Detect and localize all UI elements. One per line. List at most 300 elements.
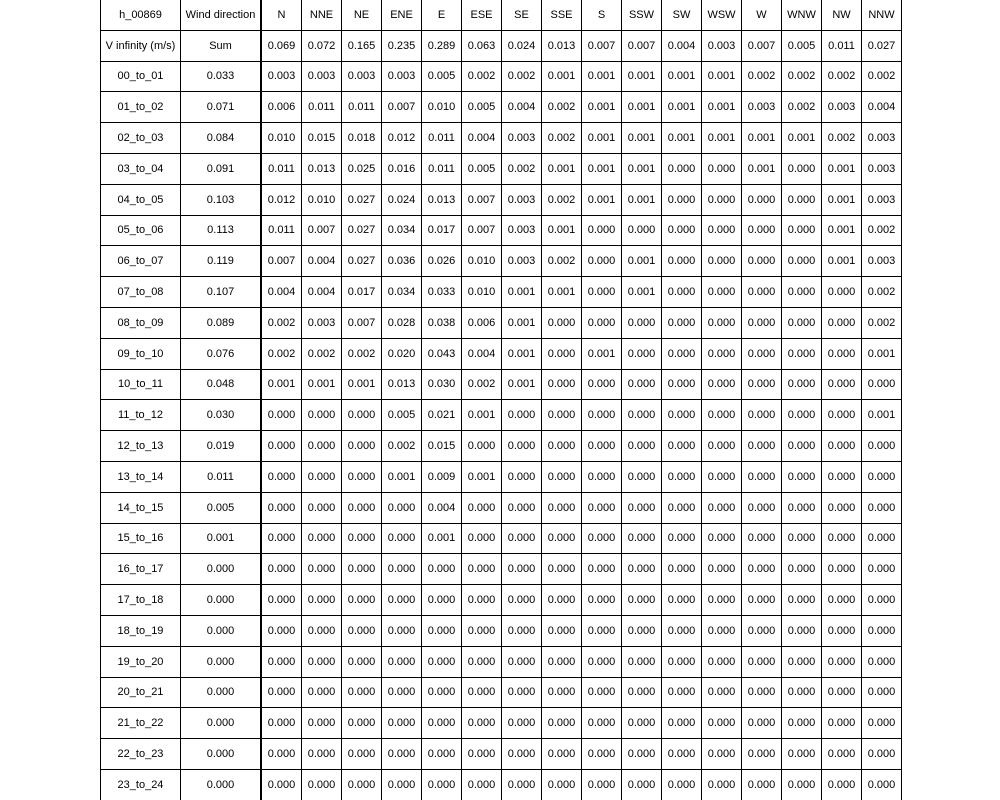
- table-cell: 0.000: [302, 554, 342, 585]
- table-cell: 0.000: [742, 277, 782, 308]
- table-cell: 0.000: [702, 523, 742, 554]
- direction-header-sw: SW: [662, 0, 702, 30]
- table-cell: 0.000: [822, 769, 862, 799]
- table-cell: 0.000: [782, 461, 822, 492]
- table-cell: 0.000: [782, 153, 822, 184]
- sum-value-sse: 0.013: [542, 30, 582, 61]
- table-cell: 0.010: [422, 92, 462, 123]
- table-cell: 0.000: [862, 708, 902, 739]
- table-cell: 0.000: [622, 554, 662, 585]
- table-cell: 0.000: [702, 461, 742, 492]
- table-cell: 0.012: [261, 184, 302, 215]
- row-sum: 0.000: [181, 646, 262, 677]
- table-cell: 0.000: [782, 646, 822, 677]
- table-cell: 0.000: [582, 739, 622, 770]
- sum-value-e: 0.289: [422, 30, 462, 61]
- table-cell: 0.000: [342, 585, 382, 616]
- table-cell: 0.013: [382, 369, 422, 400]
- sum-value-ne: 0.165: [342, 30, 382, 61]
- table-cell: 0.004: [462, 123, 502, 154]
- sum-value-nne: 0.072: [302, 30, 342, 61]
- table-cell: 0.002: [742, 61, 782, 92]
- table-cell: 0.000: [502, 431, 542, 462]
- table-cell: 0.000: [742, 400, 782, 431]
- table-cell: 0.000: [502, 523, 542, 554]
- table-cell: 0.033: [422, 277, 462, 308]
- table-cell: 0.001: [622, 277, 662, 308]
- table-cell: 0.001: [542, 153, 582, 184]
- table-cell: 0.000: [782, 338, 822, 369]
- speed-bin-label: 23_to_24: [101, 769, 181, 799]
- table-cell: 0.000: [862, 646, 902, 677]
- table-cell: 0.002: [542, 92, 582, 123]
- table-cell: 0.002: [502, 61, 542, 92]
- sum-value-n: 0.069: [261, 30, 302, 61]
- table-cell: 0.000: [542, 400, 582, 431]
- table-cell: 0.000: [662, 769, 702, 799]
- table-cell: 0.026: [422, 246, 462, 277]
- table-cell: 0.000: [622, 523, 662, 554]
- table-cell: 0.000: [542, 461, 582, 492]
- table-cell: 0.000: [622, 461, 662, 492]
- table-cell: 0.002: [342, 338, 382, 369]
- direction-label: Wind direction: [181, 0, 262, 30]
- table-cell: 0.000: [662, 554, 702, 585]
- header-row: [101, 0, 902, 30]
- table-cell: 0.000: [742, 215, 782, 246]
- row-sum: 0.000: [181, 677, 262, 708]
- row-sum: 0.030: [181, 400, 262, 431]
- table-cell: 0.000: [822, 615, 862, 646]
- table-cell: 0.000: [622, 400, 662, 431]
- table-cell: 0.027: [342, 246, 382, 277]
- table-cell: 0.001: [542, 61, 582, 92]
- table-cell: 0.000: [782, 492, 822, 523]
- table-cell: 0.000: [662, 523, 702, 554]
- table-cell: 0.003: [502, 215, 542, 246]
- table-cell: 0.004: [422, 492, 462, 523]
- row-sum: 0.005: [181, 492, 262, 523]
- table-row: [101, 153, 902, 184]
- table-cell: 0.000: [422, 708, 462, 739]
- table-cell: 0.000: [622, 307, 662, 338]
- row-sum: 0.001: [181, 523, 262, 554]
- table-cell: 0.000: [582, 400, 622, 431]
- table-row: [101, 523, 902, 554]
- table-cell: 0.000: [662, 307, 702, 338]
- table-cell: 0.000: [702, 431, 742, 462]
- table-cell: 0.000: [622, 492, 662, 523]
- table-cell: 0.001: [822, 246, 862, 277]
- table-cell: 0.000: [662, 615, 702, 646]
- table-cell: 0.000: [782, 739, 822, 770]
- table-cell: 0.000: [302, 585, 342, 616]
- table-cell: 0.000: [702, 646, 742, 677]
- table-cell: 0.000: [782, 277, 822, 308]
- table-cell: 0.002: [462, 369, 502, 400]
- table-cell: 0.003: [742, 92, 782, 123]
- table-cell: 0.000: [702, 307, 742, 338]
- table-cell: 0.000: [302, 708, 342, 739]
- table-cell: 0.001: [782, 123, 822, 154]
- row-sum: 0.113: [181, 215, 262, 246]
- table-cell: 0.000: [582, 677, 622, 708]
- table-cell: 0.000: [582, 554, 622, 585]
- table-cell: 0.000: [502, 677, 542, 708]
- table-cell: 0.000: [822, 585, 862, 616]
- table-cell: 0.000: [382, 677, 422, 708]
- sum-value-wsw: 0.003: [702, 30, 742, 61]
- row-sum: 0.071: [181, 92, 262, 123]
- table-cell: 0.000: [382, 492, 422, 523]
- table-cell: 0.011: [342, 92, 382, 123]
- wind-table-body: [101, 0, 902, 800]
- sum-value-nnw: 0.027: [862, 30, 902, 61]
- table-cell: 0.000: [742, 585, 782, 616]
- table-cell: 0.002: [302, 338, 342, 369]
- table-cell: 0.000: [462, 646, 502, 677]
- table-row: [101, 431, 902, 462]
- speed-bin-label: 05_to_06: [101, 215, 181, 246]
- table-cell: 0.000: [302, 677, 342, 708]
- table-cell: 0.000: [261, 615, 302, 646]
- table-cell: 0.007: [302, 215, 342, 246]
- row-sum: 0.033: [181, 61, 262, 92]
- table-cell: 0.000: [302, 523, 342, 554]
- table-cell: 0.000: [302, 739, 342, 770]
- table-cell: 0.001: [582, 338, 622, 369]
- table-cell: 0.003: [382, 61, 422, 92]
- row-sum: 0.000: [181, 739, 262, 770]
- table-cell: 0.000: [582, 615, 622, 646]
- table-cell: 0.000: [862, 615, 902, 646]
- table-row: [101, 307, 902, 338]
- table-cell: 0.003: [862, 153, 902, 184]
- table-cell: 0.000: [822, 338, 862, 369]
- table-cell: 0.000: [302, 400, 342, 431]
- direction-header-nnw: NNW: [862, 0, 902, 30]
- table-cell: 0.001: [422, 523, 462, 554]
- table-cell: 0.000: [742, 307, 782, 338]
- table-cell: 0.002: [862, 307, 902, 338]
- direction-header-sse: SSE: [542, 0, 582, 30]
- table-row: [101, 461, 902, 492]
- table-cell: 0.000: [302, 769, 342, 799]
- table-cell: 0.000: [422, 646, 462, 677]
- table-cell: 0.027: [342, 184, 382, 215]
- row-sum: 0.089: [181, 307, 262, 338]
- table-cell: 0.007: [342, 307, 382, 338]
- table-cell: 0.000: [462, 492, 502, 523]
- direction-header-s: S: [582, 0, 622, 30]
- table-cell: 0.000: [342, 431, 382, 462]
- table-cell: 0.000: [702, 585, 742, 616]
- speed-bin-label: 02_to_03: [101, 123, 181, 154]
- table-cell: 0.000: [622, 646, 662, 677]
- table-cell: 0.000: [582, 431, 622, 462]
- table-cell: 0.034: [382, 277, 422, 308]
- table-row: [101, 554, 902, 585]
- table-row: [101, 769, 902, 799]
- table-cell: 0.001: [862, 338, 902, 369]
- table-cell: 0.000: [382, 708, 422, 739]
- table-cell: 0.001: [702, 92, 742, 123]
- table-cell: 0.007: [462, 184, 502, 215]
- row-sum: 0.119: [181, 246, 262, 277]
- table-cell: 0.001: [302, 369, 342, 400]
- row-sum: 0.084: [181, 123, 262, 154]
- table-cell: 0.001: [342, 369, 382, 400]
- direction-header-ssw: SSW: [622, 0, 662, 30]
- table-cell: 0.003: [502, 184, 542, 215]
- table-cell: 0.011: [261, 153, 302, 184]
- table-cell: 0.000: [662, 246, 702, 277]
- table-cell: 0.000: [422, 554, 462, 585]
- table-cell: 0.003: [862, 123, 902, 154]
- table-cell: 0.001: [542, 277, 582, 308]
- table-cell: 0.000: [702, 554, 742, 585]
- table-cell: 0.000: [702, 277, 742, 308]
- sum-row: [101, 30, 902, 61]
- table-cell: 0.001: [382, 461, 422, 492]
- table-row: [101, 277, 902, 308]
- table-cell: 0.000: [382, 554, 422, 585]
- table-cell: 0.000: [382, 523, 422, 554]
- table-cell: 0.003: [502, 246, 542, 277]
- table-cell: 0.000: [742, 554, 782, 585]
- table-cell: 0.000: [702, 492, 742, 523]
- direction-header-nne: NNE: [302, 0, 342, 30]
- table-cell: 0.000: [542, 338, 582, 369]
- table-cell: 0.007: [462, 215, 502, 246]
- table-cell: 0.000: [782, 369, 822, 400]
- table-cell: 0.004: [862, 92, 902, 123]
- table-cell: 0.000: [342, 554, 382, 585]
- table-cell: 0.011: [261, 215, 302, 246]
- row-sum: 0.000: [181, 769, 262, 799]
- table-cell: 0.000: [742, 431, 782, 462]
- table-cell: 0.000: [742, 646, 782, 677]
- table-cell: 0.000: [822, 677, 862, 708]
- table-cell: 0.000: [742, 769, 782, 799]
- table-cell: 0.000: [502, 492, 542, 523]
- table-cell: 0.000: [662, 338, 702, 369]
- table-cell: 0.000: [261, 431, 302, 462]
- sum-value-wnw: 0.005: [782, 30, 822, 61]
- table-cell: 0.000: [662, 708, 702, 739]
- table-cell: 0.001: [622, 246, 662, 277]
- table-cell: 0.000: [502, 615, 542, 646]
- row-sum: 0.091: [181, 153, 262, 184]
- table-cell: 0.003: [822, 92, 862, 123]
- speed-bin-label: 01_to_02: [101, 92, 181, 123]
- sum-value-w: 0.007: [742, 30, 782, 61]
- table-cell: 0.001: [462, 400, 502, 431]
- table-cell: 0.002: [542, 246, 582, 277]
- table-cell: 0.000: [422, 769, 462, 799]
- direction-header-wnw: WNW: [782, 0, 822, 30]
- table-cell: 0.000: [742, 184, 782, 215]
- table-cell: 0.001: [502, 338, 542, 369]
- table-cell: 0.000: [302, 461, 342, 492]
- table-cell: 0.007: [382, 92, 422, 123]
- table-cell: 0.000: [622, 585, 662, 616]
- direction-header-ese: ESE: [462, 0, 502, 30]
- table-cell: 0.000: [542, 307, 582, 338]
- table-cell: 0.000: [422, 615, 462, 646]
- table-cell: 0.000: [542, 769, 582, 799]
- table-cell: 0.001: [822, 184, 862, 215]
- table-cell: 0.000: [582, 246, 622, 277]
- table-row: [101, 215, 902, 246]
- table-cell: 0.002: [862, 61, 902, 92]
- table-cell: 0.018: [342, 123, 382, 154]
- table-cell: 0.000: [782, 523, 822, 554]
- table-cell: 0.000: [702, 215, 742, 246]
- table-cell: 0.000: [582, 708, 622, 739]
- direction-header-n: N: [261, 0, 302, 30]
- table-cell: 0.000: [662, 585, 702, 616]
- row-sum: 0.103: [181, 184, 262, 215]
- table-cell: 0.000: [622, 615, 662, 646]
- table-cell: 0.000: [542, 739, 582, 770]
- table-cell: 0.002: [782, 61, 822, 92]
- table-cell: 0.001: [862, 400, 902, 431]
- direction-header-nw: NW: [822, 0, 862, 30]
- table-cell: 0.010: [462, 246, 502, 277]
- table-cell: 0.001: [502, 369, 542, 400]
- table-cell: 0.000: [862, 585, 902, 616]
- table-cell: 0.000: [782, 400, 822, 431]
- table-cell: 0.000: [782, 585, 822, 616]
- table-row: [101, 585, 902, 616]
- table-cell: 0.010: [462, 277, 502, 308]
- direction-header-wsw: WSW: [702, 0, 742, 30]
- speed-bin-label: 21_to_22: [101, 708, 181, 739]
- table-cell: 0.000: [502, 769, 542, 799]
- table-cell: 0.000: [622, 769, 662, 799]
- table-cell: 0.001: [822, 153, 862, 184]
- table-cell: 0.000: [582, 215, 622, 246]
- table-cell: 0.043: [422, 338, 462, 369]
- table-cell: 0.004: [502, 92, 542, 123]
- table-cell: 0.000: [702, 246, 742, 277]
- table-cell: 0.011: [302, 92, 342, 123]
- table-cell: 0.000: [782, 431, 822, 462]
- table-cell: 0.000: [702, 153, 742, 184]
- table-cell: 0.000: [662, 646, 702, 677]
- table-cell: 0.001: [502, 307, 542, 338]
- speed-bin-label: 18_to_19: [101, 615, 181, 646]
- table-cell: 0.004: [302, 277, 342, 308]
- table-cell: 0.003: [342, 61, 382, 92]
- table-row: [101, 184, 902, 215]
- direction-header-se: SE: [502, 0, 542, 30]
- table-cell: 0.001: [622, 153, 662, 184]
- table-cell: 0.000: [342, 400, 382, 431]
- table-row: [101, 369, 902, 400]
- speed-bin-label: 13_to_14: [101, 461, 181, 492]
- table-row: [101, 677, 902, 708]
- table-cell: 0.010: [261, 123, 302, 154]
- table-cell: 0.000: [702, 184, 742, 215]
- table-cell: 0.000: [662, 431, 702, 462]
- table-cell: 0.000: [742, 338, 782, 369]
- table-cell: 0.001: [742, 153, 782, 184]
- table-cell: 0.002: [261, 307, 302, 338]
- table-cell: 0.001: [742, 123, 782, 154]
- table-cell: 0.000: [622, 338, 662, 369]
- table-cell: 0.000: [662, 369, 702, 400]
- table-row: [101, 646, 902, 677]
- table-cell: 0.000: [582, 369, 622, 400]
- table-cell: 0.000: [622, 369, 662, 400]
- table-cell: 0.003: [862, 184, 902, 215]
- table-cell: 0.000: [542, 615, 582, 646]
- table-cell: 0.000: [742, 739, 782, 770]
- table-cell: 0.000: [742, 461, 782, 492]
- table-cell: 0.017: [422, 215, 462, 246]
- table-cell: 0.000: [662, 400, 702, 431]
- table-cell: 0.000: [261, 461, 302, 492]
- speed-bin-label: 11_to_12: [101, 400, 181, 431]
- table-cell: 0.000: [702, 615, 742, 646]
- table-cell: 0.000: [742, 677, 782, 708]
- table-cell: 0.017: [342, 277, 382, 308]
- table-cell: 0.000: [502, 739, 542, 770]
- table-cell: 0.000: [862, 461, 902, 492]
- table-cell: 0.001: [502, 277, 542, 308]
- direction-header-e: E: [422, 0, 462, 30]
- table-cell: 0.000: [342, 492, 382, 523]
- speed-bin-label: 04_to_05: [101, 184, 181, 215]
- table-cell: 0.001: [702, 61, 742, 92]
- table-cell: 0.000: [822, 277, 862, 308]
- table-cell: 0.000: [422, 585, 462, 616]
- table-cell: 0.000: [542, 431, 582, 462]
- table-cell: 0.000: [862, 431, 902, 462]
- table-cell: 0.000: [742, 708, 782, 739]
- table-cell: 0.005: [382, 400, 422, 431]
- speed-bin-label: 03_to_04: [101, 153, 181, 184]
- table-cell: 0.000: [382, 615, 422, 646]
- table-cell: 0.000: [502, 708, 542, 739]
- table-cell: 0.000: [662, 184, 702, 215]
- table-cell: 0.002: [862, 277, 902, 308]
- table-cell: 0.001: [622, 184, 662, 215]
- table-cell: 0.000: [622, 739, 662, 770]
- row-sum: 0.107: [181, 277, 262, 308]
- table-cell: 0.000: [582, 307, 622, 338]
- table-cell: 0.003: [862, 246, 902, 277]
- table-cell: 0.000: [822, 492, 862, 523]
- table-cell: 0.000: [502, 646, 542, 677]
- table-cell: 0.000: [422, 677, 462, 708]
- table-cell: 0.000: [261, 400, 302, 431]
- table-cell: 0.001: [822, 215, 862, 246]
- table-cell: 0.005: [462, 92, 502, 123]
- table-cell: 0.000: [302, 615, 342, 646]
- table-row: [101, 123, 902, 154]
- table-cell: 0.000: [742, 492, 782, 523]
- table-cell: 0.002: [382, 431, 422, 462]
- table-cell: 0.000: [662, 153, 702, 184]
- table-cell: 0.001: [582, 153, 622, 184]
- table-cell: 0.000: [742, 246, 782, 277]
- table-cell: 0.000: [822, 369, 862, 400]
- table-cell: 0.013: [302, 153, 342, 184]
- table-cell: 0.000: [462, 554, 502, 585]
